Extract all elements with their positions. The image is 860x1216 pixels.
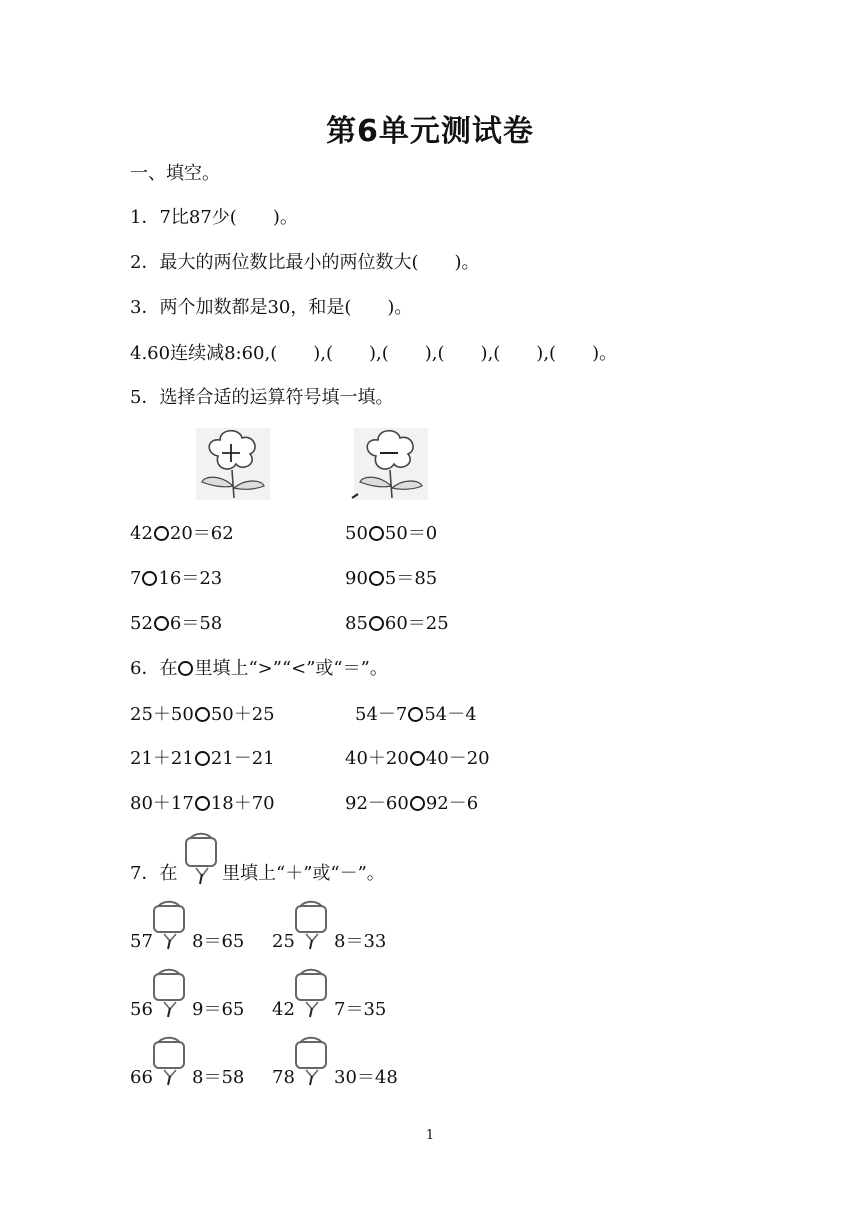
q6-row-3-right: 92－60 92－6: [345, 793, 479, 814]
answer-circle[interactable]: [142, 571, 157, 586]
q5-row-2-right: 90 5＝85: [345, 568, 438, 589]
q7-row-3-left-a: 66: [130, 1067, 153, 1088]
q5-row-1-right: 50 50＝0: [345, 523, 438, 544]
answer-circle[interactable]: [154, 616, 169, 631]
minus-flower-icon: [348, 424, 430, 502]
q7-row-1-right-a: 25: [272, 931, 295, 952]
q5-row-3-right: 85 60＝25: [345, 613, 449, 634]
plus-flower-icon: [190, 424, 272, 502]
sign-holder-icon[interactable]: [150, 966, 190, 1018]
question-1: 1．7比87少( )。: [130, 207, 298, 228]
question-5: 5．选择合适的运算符号填一填。: [130, 387, 394, 408]
question-7-suffix: 里填上“＋”或“－”。: [222, 863, 385, 884]
q7-row-3-right-a: 78: [272, 1067, 295, 1088]
q7-row-3-left-b: 8＝58: [192, 1067, 245, 1088]
answer-circle[interactable]: [369, 616, 384, 631]
q7-row-1-left-a: 57: [130, 931, 153, 952]
question-3: 3．两个加数都是30，和是( )。: [130, 297, 413, 318]
q7-row-2-left-a: 56: [130, 999, 153, 1020]
q6-row-1-right: 54－7 54－4: [355, 704, 477, 725]
q7-row-2-right-b: 7＝35: [334, 999, 387, 1020]
answer-circle[interactable]: [195, 707, 210, 722]
question-2: 2．最大的两位数比最小的两位数大( )。: [130, 252, 480, 273]
answer-circle[interactable]: [369, 571, 384, 586]
q7-row-2-left-b: 9＝65: [192, 999, 245, 1020]
q6-row-1-left: 25＋50 50＋25: [130, 704, 275, 725]
sign-holder-icon: [182, 830, 222, 886]
question-6: 6．在 里填上“>”“<”或“＝”。: [130, 658, 388, 679]
question-4: 4.60连续减8:60,( ),( ),( ),( ),( ),( )。: [130, 343, 618, 364]
answer-circle[interactable]: [408, 707, 423, 722]
page-title: 第6单元测试卷: [326, 114, 534, 149]
answer-circle[interactable]: [410, 751, 425, 766]
q6-row-2-left: 21＋21 21－21: [130, 748, 275, 769]
answer-circle[interactable]: [195, 751, 210, 766]
sign-holder-icon[interactable]: [150, 1034, 190, 1086]
question-7-prefix: 7．在: [130, 863, 178, 884]
q7-row-1-left-b: 8＝65: [192, 931, 245, 952]
q6-row-2-right: 40＋20 40－20: [345, 748, 490, 769]
answer-circle[interactable]: [369, 526, 384, 541]
q5-row-1-left: 42 20＝62: [130, 523, 234, 544]
q7-row-1-right-b: 8＝33: [334, 931, 387, 952]
section-heading: 一、填空。: [130, 163, 220, 184]
sign-holder-icon[interactable]: [292, 898, 332, 950]
q5-row-3-left: 52 6＝58: [130, 613, 223, 634]
q7-row-2-right-a: 42: [272, 999, 295, 1020]
q7-row-3-right-b: 30＝48: [334, 1067, 398, 1088]
q6-row-3-left: 80＋17 18＋70: [130, 793, 275, 814]
sign-holder-icon[interactable]: [150, 898, 190, 950]
page-number: 1: [425, 1128, 435, 1143]
answer-circle[interactable]: [195, 796, 210, 811]
sign-holder-icon[interactable]: [292, 1034, 332, 1086]
answer-circle[interactable]: [154, 526, 169, 541]
q5-row-2-left: 7 16＝23: [130, 568, 223, 589]
answer-circle[interactable]: [410, 796, 425, 811]
sign-holder-icon[interactable]: [292, 966, 332, 1018]
circle-icon: [178, 661, 193, 676]
